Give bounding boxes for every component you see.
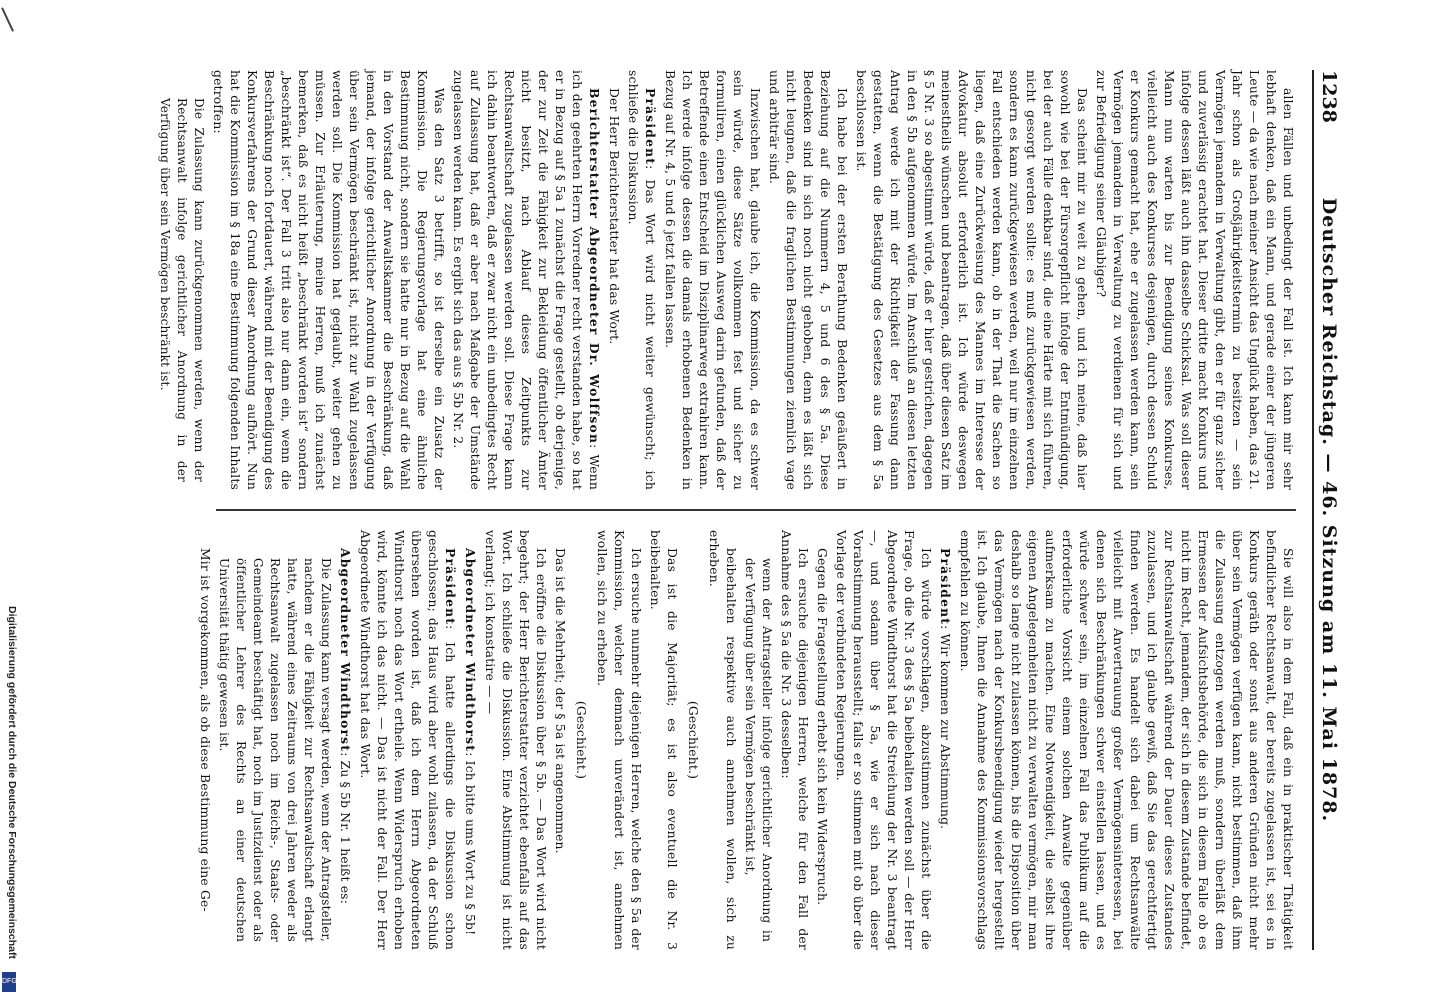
speaker-name: Abgeordneter Windthorst bbox=[338, 548, 353, 753]
paragraph bbox=[551, 530, 568, 950]
paragraph-text: wenn der Antragsteller infolge gerichtlicher Anordnung in der Verfügung über sein Vermögen beschränkt ist, bbox=[743, 558, 774, 942]
digitization-credit bbox=[2, 606, 24, 994]
paragraph bbox=[605, 70, 622, 490]
paragraph bbox=[593, 530, 644, 950]
paragraph-text: beibehalten respektive auch annehmen wollen, sich zu erheben. bbox=[707, 530, 738, 950]
quoted-provision bbox=[156, 98, 207, 482]
paragraph-text: Ich ersuche diejenigen Herren, welche für den Fall der Annahme des § 5a die Nr. 3 desselben: bbox=[779, 530, 810, 950]
paragraph bbox=[777, 530, 811, 950]
speaker-name: Präsident bbox=[443, 548, 458, 626]
paragraph bbox=[956, 530, 1296, 950]
paragraph bbox=[813, 530, 830, 950]
paragraph bbox=[852, 70, 1090, 490]
paragraph bbox=[646, 530, 680, 950]
paragraph bbox=[624, 70, 659, 490]
paragraph bbox=[336, 530, 354, 950]
paragraph-text: Das ist die Mehrheit; der § 5a ist angenommen. bbox=[553, 548, 567, 854]
paragraph-text: allen Fällen und unbedingt der Fall ist. Ich kann mir sehr lebhaft denken, daß ein Mann, und gerade einer der jüngeren Leute — da wie nach meiner Ansicht das Unglück haben, das 21. Jahr schon als Großjährigkeitstermin zu besitzen — sein Vermögen jemandem in Verwaltung gibt, den er für ganz sicher und zuverlässig erachtet hat. Dieser dritte macht Konkurs und infolge dessen läßt auch ihn dasselbe Schicksal. Was soll dieser Mann nun warten bis zur Beendigung seines Konkurses, vielleicht auch des Konkurses desjenigen, durch dessen Schuld er Konkurs gemacht hat, ehe er zugelassen werden kann, sein Vermögen jemandem in Verwaltung zu verdienen für sich und zur Befriedigung seiner Gläubiger? bbox=[1094, 70, 1295, 490]
speaker-name: Berichterstatter Abgeordneter Dr. Wolffson bbox=[587, 88, 602, 445]
paragraph-text: Gegen die Fragestellung erhebt sich kein Widerspruch. bbox=[815, 548, 829, 906]
paragraph-text: Ich habe bei der ersten Berathung Bedenken geäußert in Beziehung auf die Nummern 4, 5 und 6 des § 5a. Diese Bedenken sind in sich noch nicht gehoben, denn es läßt sich nicht leugnen, daß die fraglichen Bestimmungen ziemlich vage und arbiträr sind. bbox=[767, 70, 849, 490]
text-column-right bbox=[194, 530, 1296, 950]
credit-text: Digitalisierung gefördert durch die Deutsche Forschungsgemeinschaft bbox=[6, 606, 18, 959]
paragraph-text: (Geschieht.) bbox=[686, 700, 700, 780]
paragraph bbox=[481, 530, 549, 950]
paragraph bbox=[356, 530, 459, 950]
paragraph bbox=[936, 530, 954, 950]
paragraph bbox=[832, 530, 934, 950]
speaker-name: Präsident bbox=[938, 548, 953, 626]
text-column-left bbox=[154, 70, 1296, 490]
paragraph-text: Ich würde vorschlagen, abzustimmen zunächst über die Frage, ob die Nr. 3 des § 5a beibehalten werden soll — der Herr Abgeordnete Windthorst hat die Streichung der Nr. 3 beantragt —, und sodann über § 5a, wie er sich nach dieser Vorabstimmung herausstellt; falls er so stimmen mit ob über die Vorlage der verbündeten Regierungen. bbox=[834, 530, 933, 950]
paragraph-text: : Zu § 5b Nr. 1 heißt es: bbox=[338, 752, 352, 905]
paragraph-text: (Geschieht.) bbox=[574, 700, 588, 780]
paragraph bbox=[1092, 70, 1296, 490]
paragraph-text: : Ich bitte ums Wort zu § 5b! bbox=[463, 752, 477, 936]
paragraph-text: Die Zulassung kann versagt werden, wenn der Antragsteller, nachdem er die Fähigkeit zur Rechtsanwaltschaft erlangt hatte, während eines Zeitraums von drei Jahren weder als Rechtsanwalt zugelassen noch im Reichs-, Staats- oder Gemeindeamt beschäftigt hat, noch im Justizdienst oder als öffentlicher Lehrer des Rechts an einer deutschen Universität thätig gewesen ist. bbox=[217, 558, 333, 942]
paragraph-text: : Das Wort wird nicht weiter gewünscht; ich schließe die Diskussion. bbox=[626, 70, 657, 490]
speaker-name: Präsident bbox=[643, 88, 658, 166]
speaker-name: Abgeordneter Windthorst bbox=[463, 548, 478, 753]
paragraph-text: Das scheint mir zu weit zu gehen, und ich meine, daß hier sowohl wie bei der Fürsorgepflicht infolge der Entmündigung, bei der auch Fälle denkbar sind, die eine Härte mit sich führen, nicht gesorgt werden sollte: es muß zurückgewiesen werden, sondern es kann zurückgewiesen werden, weil nur im einzelnen Fall entschieden werden kann, ob in der That die Sachen so liegen, daß eine Zurückweisung des Mannes im Interesse der Advokatur absolut erforderlich ist. Ich würde deswegen meinestheils wünschen und beantragen, daß über diesen Satz im § 5 Nr. 3 so abgestimmt würde, daß er hier gestrichen, dagegen in den § 5b aufgenommen würde. Im Anschluß an diesen letzten Antrag werde ich mit der Richtigkeit der Fassung dann gestatten, wenn die Bestätigung des Gesetzes aus dem § 5a beschlossen ist. bbox=[854, 70, 1089, 490]
paragraph-text: Ich ersuche nunmehr diejenigen Herren, welche den § 5a der Kommission, welcher demnach unverändert ist, annehmen wollen, sich zu erheben. bbox=[595, 530, 643, 950]
paragraph bbox=[196, 530, 213, 950]
paragraph bbox=[765, 70, 850, 490]
paragraph-text: : Wenn ich den geehrten Herrn Vorredner recht verstanden habe, so hat er in Bezug auf § 5a 1 zunächst die Frage gestellt, ob derjenige, der zur Zeit die Fähigkeit zur Bekleidung öffentlicher Ämter nicht besitzt, nach Ablauf dieses Zeitpunkts zur Rechtsanwaltschaft zugelassen werden soll. Diese Frage kann ich dahin beantworten, daß er zwar nicht ein unbedingtes Recht auf Zulassung hat, daß er aber nach Maßgabe der Umstände zugelassen werden kann. Es ergibt sich das aus § 5b Nr. 2. bbox=[451, 70, 601, 490]
page-number: 1238 bbox=[1318, 70, 1340, 123]
page-title: Deutscher Reichstag. — 46. Sitzung am 11. Mai 1878. bbox=[1318, 197, 1340, 823]
column-divider bbox=[216, 509, 1296, 511]
paragraph-text: : Wir kommen zur Abstimmung. bbox=[938, 625, 952, 830]
paragraph-text: Das ist die Majorität; es ist also eventuell die Nr. 3 beibehalten. bbox=[648, 530, 679, 950]
paragraph bbox=[209, 70, 447, 490]
paragraph bbox=[705, 530, 739, 950]
paragraph-text: : Ich hatte allerdings die Diskussion schon geschlossen; das Haus wird aber wohl zulassen, da der Schluß übersehen worden ist, daß ich dem Herrn Abgeordneten Windthorst noch das Wort ertheile. Wenn Widerspruch erhoben wird, könnte ich das nicht. — Das ist nicht der Fall. Der Herr Abgeordnete Windthorst hat das Wort. bbox=[358, 530, 457, 950]
paragraph-text: Ich eröffne die Diskussion über § 5b. — Das Wort wird nicht begehrt; der Herr Berichterstatter verzichtet ebenfalls auf das Wort. Ich schließe die Diskussion. Eine Abstimmung ist nicht verlangt; ich konstatire — — bbox=[483, 530, 548, 950]
stage-direction bbox=[572, 530, 589, 950]
page-header bbox=[1312, 70, 1340, 950]
paragraph bbox=[449, 70, 603, 490]
quoted-provision bbox=[741, 558, 775, 942]
paragraph bbox=[461, 530, 479, 950]
dfg-logo: DFG bbox=[2, 972, 16, 992]
quoted-provision bbox=[215, 558, 334, 942]
paragraph-text: Was den Satz 3 betrifft, so ist derselbe ein Zusatz der Kommission. Die Regierungsvorlage hat eine ähnliche Bestimmung nicht, sondern sie hatte nur in Bezug auf die Wahl in den Vorstand der Anwaltskammer die Beschränkung, daß jemand, der infolge gerichtlicher Anordnung in der Verfügung über sein Vermögen beschränkt ist, nicht zur Wahl zugelassen werden soll. Die Kommission hat geglaubt, weiter gehen zu müssen. Zur Erläuterung, meine Herren, muß ich zunächst bemerken, daß es nicht heißt „beschränkt worden ist“ sondern „beschränkt ist“. Der Fall 3 tritt also nur dann ein, wenn die Beschränkung noch fortdauert, während mit der Beendigung des Konkursverfahrens der Grund dieser Anordnung aufhört. Nun hat die Kommission im § 18a eine Bestimmung folgenden Inhalts getroffen: bbox=[211, 70, 446, 490]
paragraph-text: Der Herr Berichterstatter hat das Wort. bbox=[607, 88, 621, 345]
paragraph-text: Inzwischen hat, glaube ich, die Kommission, da es schwer sein würde, diese Sätze vollkommen fest und sicher zu formuliren, einen glücklichen Ausweg darin gefunden, daß der Betreffende einen Entscheid im Disziplinarweg extrahiren kann. Ich werde infolge dessen die damals erhobenen Bedenken in Bezug auf Nr. 4, 5 und 6 jetzt fallen lassen. bbox=[663, 70, 762, 490]
paragraph-text: Mir ist vorgekommen, als ob diese Bestimmung eine Ge- bbox=[198, 548, 212, 912]
paragraph-text: Die Zulassung kann zurückgenommen werden, wenn der Rechtsanwalt infolge gerichtlicher Anordnung in der Verfügung über sein Vermögen beschränkt ist. bbox=[158, 98, 206, 482]
stage-direction bbox=[684, 530, 701, 950]
paragraph-text: Sie will also in dem Fall, daß ein in praktischer Thätigkeit befindlicher Rechtsanwalt, der bereits zugelassen ist, sei es in Konkurs geräth oder sonst aus anderen Gründen nicht mehr über sein Vermögen verfügen kann, nicht bestimmen, daß ihm die Zulassung entzogen werden muß, sondern überläßt dem Ermessen der Aufsichtsbehörde, die sich in diesem Falle ob es nicht im Recht, jemandem, der sich in diesem Zustande befindet, zur Rechtsanwaltschaft während der Dauer dieses Zustandes zuzulassen, und ich glaube gewiß, daß Sie das gerechtfertigt finden werden. Es handelt sich dabei um Rechtsanwälte vielleicht mit Anvertrauung großer Vermögensinteressen, bei denen sich Beschränkungen schwer einstellen lassen, und es würde schwer sein, im einzelnen Fall das Publikum auf die erforderliche Vorsicht einem solchen Anwalte gegenüber aufmerksam zu machen. Eine Notwendigkeit, die selbst ihre eigenen Angelegenheiten nicht zu verwalten vermögen, mir man deshalb so lange nicht zulassen können, bis die Disposition über das Vermögen nach der Konkursbeendigung wieder hergestellt ist. Ich glaube, Ihnen die Annahme des Kommissionsvorschlags empfehlen zu können. bbox=[958, 530, 1295, 950]
paragraph bbox=[661, 70, 763, 490]
